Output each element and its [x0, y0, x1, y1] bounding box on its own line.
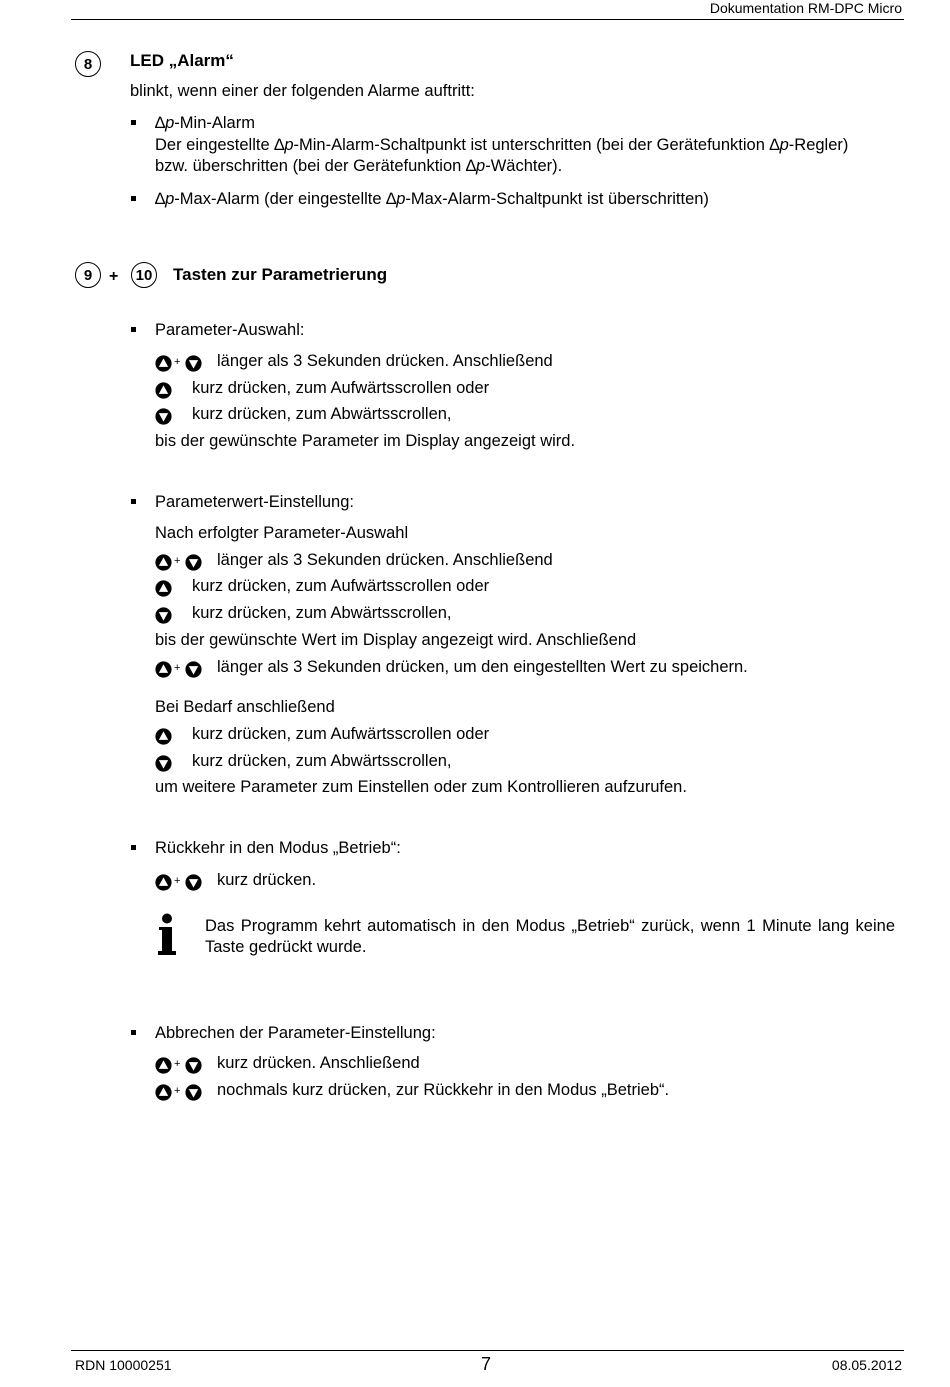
section-number-9: 9 — [75, 262, 101, 288]
bullet-marker — [131, 1030, 136, 1035]
bullet-marker — [131, 196, 136, 201]
up-arrow-button-icon — [155, 1084, 172, 1101]
key-combo-plus: + — [174, 555, 181, 567]
section-number-8: 8 — [75, 51, 101, 77]
auto-return-note: Das Programm kehrt automatisch in den Modus „Betrieb“ zurück, wenn 1 Minute lang keine Taste gedrückt wurde. — [205, 917, 895, 956]
section-plus-sign: + — [109, 268, 119, 285]
down-arrow-button-icon — [155, 755, 172, 772]
return-line1: kurz drücken. — [217, 871, 317, 889]
page-number: 7 — [481, 1354, 492, 1374]
down-arrow-button-icon — [155, 408, 172, 425]
section-8-title: LED „Alarm“ — [130, 51, 234, 70]
footer-date: 08.05.2012 — [831, 1357, 902, 1373]
down-arrow-button-icon — [185, 554, 202, 571]
down-arrow-button-icon — [185, 355, 202, 372]
param-select-line1: länger als 3 Sekunden drücken. Anschließend — [217, 352, 553, 370]
up-arrow-button-icon — [155, 554, 172, 571]
bullet-marker — [131, 120, 136, 125]
key-combo-plus: + — [174, 875, 181, 887]
param-select-line2: kurz drücken, zum Aufwärtsscrollen oder — [192, 379, 490, 397]
param-value-label: Parameterwert-Einstellung: — [155, 493, 354, 511]
up-arrow-button-icon — [155, 355, 172, 372]
up-arrow-button-icon — [155, 580, 172, 597]
key-combo-plus: + — [174, 1058, 181, 1070]
up-arrow-button-icon — [155, 728, 172, 745]
param-value-line8: kurz drücken, zum Abwärtsscrollen, — [192, 752, 452, 770]
header-rule — [71, 19, 904, 20]
down-arrow-button-icon — [155, 607, 172, 624]
info-icon — [158, 913, 176, 957]
up-arrow-button-icon — [155, 874, 172, 891]
param-value-line3: kurz drücken, zum Abwärtsscrollen, — [192, 604, 452, 622]
up-arrow-button-icon — [155, 661, 172, 678]
param-value-line4: bis der gewünschte Wert im Display angezeigt wird. Anschließend — [155, 631, 637, 649]
abort-line1: kurz drücken. Anschließend — [217, 1054, 420, 1072]
section-number-10: 10 — [131, 262, 157, 288]
key-combo-plus: + — [174, 356, 181, 368]
footer-rule — [71, 1350, 904, 1351]
max-alarm-text: ∆p-Max-Alarm (der eingestellte ∆p-Max-Alarm-Schaltpunkt ist überschritten) — [155, 190, 709, 208]
abort-line2: nochmals kurz drücken, zur Rückkehr in den Modus „Betrieb“. — [217, 1081, 670, 1099]
param-value-line9: um weitere Parameter zum Einstellen oder zum Kontrollieren aufzurufen. — [155, 778, 687, 796]
min-alarm-text-line1: Der eingestellte ∆p-Min-Alarm-Schaltpunkt ist unterschritten (bei der Gerätefunktion ∆p-Regler) — [155, 136, 849, 154]
down-arrow-button-icon — [185, 1057, 202, 1074]
abort-label: Abbrechen der Parameter-Einstellung: — [155, 1024, 436, 1042]
min-alarm-title: ∆p-Min-Alarm — [155, 114, 255, 132]
footer-doc-number: RDN 10000251 — [75, 1357, 172, 1373]
down-arrow-button-icon — [185, 874, 202, 891]
param-value-line1: länger als 3 Sekunden drücken. Anschließend — [217, 551, 553, 569]
down-arrow-button-icon — [185, 661, 202, 678]
bullet-marker — [131, 499, 136, 504]
param-select-label: Parameter-Auswahl: — [155, 321, 305, 339]
section-9-title: Tasten zur Parametrierung — [173, 265, 388, 284]
bullet-marker — [131, 327, 136, 332]
document-header-title: Dokumentation RM-DPC Micro — [709, 0, 902, 16]
param-value-line6: Bei Bedarf anschließend — [155, 698, 335, 716]
param-value-line7: kurz drücken, zum Aufwärtsscrollen oder — [192, 725, 490, 743]
param-value-line5: länger als 3 Sekunden drücken, um den eingestellten Wert zu speichern. — [217, 658, 748, 676]
key-combo-plus: + — [174, 1085, 181, 1097]
down-arrow-button-icon — [185, 1084, 202, 1101]
section-8-intro: blinkt, wenn einer der folgenden Alarme auftritt: — [130, 82, 475, 100]
param-select-line3: kurz drücken, zum Abwärtsscrollen, — [192, 405, 452, 423]
param-value-line0: Nach erfolgter Parameter-Auswahl — [155, 524, 409, 542]
key-combo-plus: + — [174, 662, 181, 674]
bullet-marker — [131, 845, 136, 850]
up-arrow-button-icon — [155, 382, 172, 399]
param-value-line2: kurz drücken, zum Aufwärtsscrollen oder — [192, 577, 490, 595]
param-select-line4: bis der gewünschte Parameter im Display angezeigt wird. — [155, 432, 576, 450]
up-arrow-button-icon — [155, 1057, 172, 1074]
min-alarm-text-line2: bzw. überschritten (bei der Gerätefunktion ∆p-Wächter). — [155, 157, 563, 175]
return-label: Rückkehr in den Modus „Betrieb“: — [155, 839, 401, 857]
